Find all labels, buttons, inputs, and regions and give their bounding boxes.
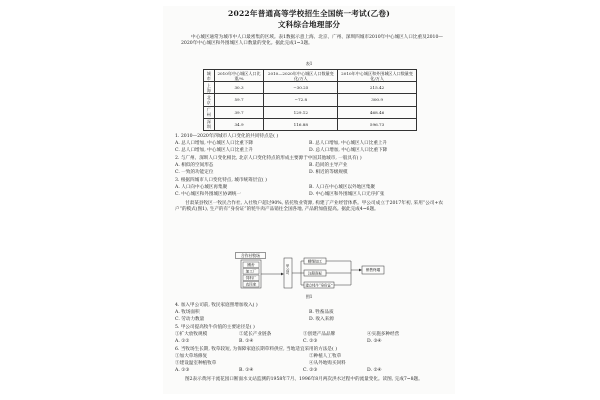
q5-choice-4: ④实施多种经营 xyxy=(367,332,400,337)
q2-option-d: D. 相近的等级规模 xyxy=(309,170,348,175)
table-cell: 596.73 xyxy=(338,118,417,130)
q4-option-b: B. 牲畜品质 xyxy=(309,310,334,315)
table-cell: −72.8 xyxy=(264,94,338,106)
q6-answer-c: C. ②③ xyxy=(303,368,318,373)
figure-1-caption: 图1 xyxy=(305,294,313,299)
table-header: 城市 xyxy=(204,70,215,82)
q3-option-c: C. 中心城区和外围城区协调统一 xyxy=(175,192,241,197)
table-row xyxy=(204,82,417,94)
table-header: 2010年中心城区人口比重/% xyxy=(214,70,264,82)
q2-option-c: C. 一致的功能定位 xyxy=(175,170,214,175)
question-4-stem: 4. 加入甲公司前, 牧民家庭照增加收入( ) xyxy=(175,303,258,308)
table-header-row xyxy=(204,70,417,82)
question-1-stem: 1. 2010—2020年四城市人口变化的共同特点是( ) xyxy=(175,134,279,139)
q6-answer-d: D. ②④ xyxy=(367,368,382,373)
table-cell: 129.12 xyxy=(264,106,338,118)
q5-answer-a: A. ①② xyxy=(175,339,190,344)
q5-choice-1: ①扩大放牧规模 xyxy=(175,332,208,337)
q6-answer-b: B. ①④ xyxy=(239,368,254,373)
q2-option-b: B. 趋同的主导产业 xyxy=(309,163,348,168)
q5-answer-d: D. ③④ xyxy=(367,339,382,344)
q1-option-d: D. 总人口增加, 中心城区人口比重下降 xyxy=(309,148,388,153)
table-cell: 116.88 xyxy=(264,118,338,130)
table-cell: 215.42 xyxy=(338,82,417,94)
q5-answer-b: B. ①④ xyxy=(239,339,254,344)
table-cell: 上海 xyxy=(204,82,215,94)
figure-1-diagram xyxy=(235,252,385,290)
sales-label: 销售终端 xyxy=(365,268,381,273)
question-5-stem: 5. 甲公司提高牧牛价值的主要途径是( ) xyxy=(175,325,255,330)
q6-choice-3: ③建设温室种植牧草 xyxy=(175,361,217,366)
column-item: 农民家 xyxy=(245,282,257,287)
process-label: 精细加工 xyxy=(307,259,323,264)
table-cell: 北京 xyxy=(204,94,215,106)
exam-subtitle: 文科综合地理部分 xyxy=(277,20,341,29)
column-item: 饲料厂 xyxy=(245,276,257,280)
question-2-stem: 2. 与广州、深圳人口变化相比, 北京人口变化特点的形成主要源于中国其他城市, 一般具有( ) xyxy=(175,156,362,161)
cooperative-label: 合作社牧场 xyxy=(241,252,260,258)
q1-option-a: A. 总人口增加, 中心城区人口比重下降 xyxy=(175,141,254,146)
table-cell: 468.46 xyxy=(338,106,417,118)
company-label: 甲公司 xyxy=(286,263,290,275)
q6-choice-4: ④从外地购买饲料 xyxy=(309,361,346,366)
exam-title: 2022年普通高等学校招生全国统一考试(乙卷) xyxy=(227,9,390,18)
table-row xyxy=(204,106,417,118)
q1-option-c: C. 总人口增加, 中心城区人口比重上升 xyxy=(175,148,254,153)
population-table xyxy=(203,69,417,131)
passage-2: 甘肃某县牧区一牧民合作社, 入社牧户超过90%, 依托牧业资源, 构建了产业经营体系。甲公司成立于2017年初, 采用“公司+农户”的模式(图1), 生产的有“身份证”的牦牛肉产品销往全国各地, 产品附加值提高。据此完成4~6题。 xyxy=(175,201,443,213)
question-3-stem: 3. 根据四城市人口变化特点, 城市统筹层宜( ) xyxy=(175,178,267,183)
table-cell: 39.7 xyxy=(214,106,264,118)
q6-choice-1: ①加大草场修复 xyxy=(175,354,208,359)
table-cell: 30.3 xyxy=(214,82,264,94)
q1-option-b: B. 总人口增加, 中心城区人口比重上升 xyxy=(309,141,388,146)
table-cell: 34.9 xyxy=(214,118,264,130)
process-label: 注册商标 xyxy=(307,271,323,276)
table-caption: 表1 xyxy=(305,61,313,66)
table-header: 2010年中心城区和外围城区人口数量变化/万人 xyxy=(338,70,417,82)
q3-option-a: A. 人口向中心城区再集聚 xyxy=(175,185,228,190)
arrow-head-icon xyxy=(359,269,362,272)
question-6-stem: 6. 当牧场生长期, 牧草较短, 为保障家庭长期草料供应, 当地适宜采用的方法是( ) xyxy=(175,347,338,352)
table-row xyxy=(204,94,417,106)
q5-choice-2: ②延长产业链条 xyxy=(239,332,272,337)
intro-paragraph: 中心城区通常为城市中人口最密集的区域。表1数据示意上海、北京、广州、深圳四城市2010年中心城区人口比重及2010—2020年中心城区和外围城区人口数量的变化。据此完成1~3题。 xyxy=(181,35,443,47)
q3-option-d: D. 中心城区和外围城区人口无序扩张 xyxy=(309,192,385,197)
table-cell: 59.7 xyxy=(214,94,264,106)
table-cell: 广州 xyxy=(204,106,215,118)
column-item: 加工厂 xyxy=(245,269,257,274)
q4-option-a: A. 牧场面积 xyxy=(175,310,200,315)
process-label: 建立牦牛“身份证” xyxy=(305,283,333,288)
q4-option-d: D. 收入来源 xyxy=(309,317,334,322)
table-cell: 300.9 xyxy=(338,94,417,106)
q6-answer-a: A. ①③ xyxy=(175,368,190,373)
q5-choice-3: ③创建产品品牌 xyxy=(303,332,336,337)
table-header: 2010—2020年中心城区人口数量变化/万人 xyxy=(264,70,338,82)
exam-page xyxy=(163,6,455,394)
column-item: 圈舍 xyxy=(247,263,255,267)
q2-option-a: A. 相似的空间形态 xyxy=(175,163,214,168)
q3-option-b: B. 人口在中心城区以外地区集聚 xyxy=(309,185,376,190)
table-cell: −30.25 xyxy=(264,82,338,94)
q5-answer-c: C. ②③ xyxy=(303,339,318,344)
passage-3: 图2表示黄河干流花园口断面水文站监测的1958年7月、1996年8月两次洪水过程中的流量变化。读图, 完成7~8题。 xyxy=(185,377,423,382)
table-row xyxy=(204,118,417,130)
q6-choice-2: ②种植人工牧草 xyxy=(309,354,342,359)
table-cell: 深圳 xyxy=(204,118,215,130)
q4-option-c: C. 劳动力数量 xyxy=(175,317,205,322)
arrow-head-icon xyxy=(281,273,284,276)
